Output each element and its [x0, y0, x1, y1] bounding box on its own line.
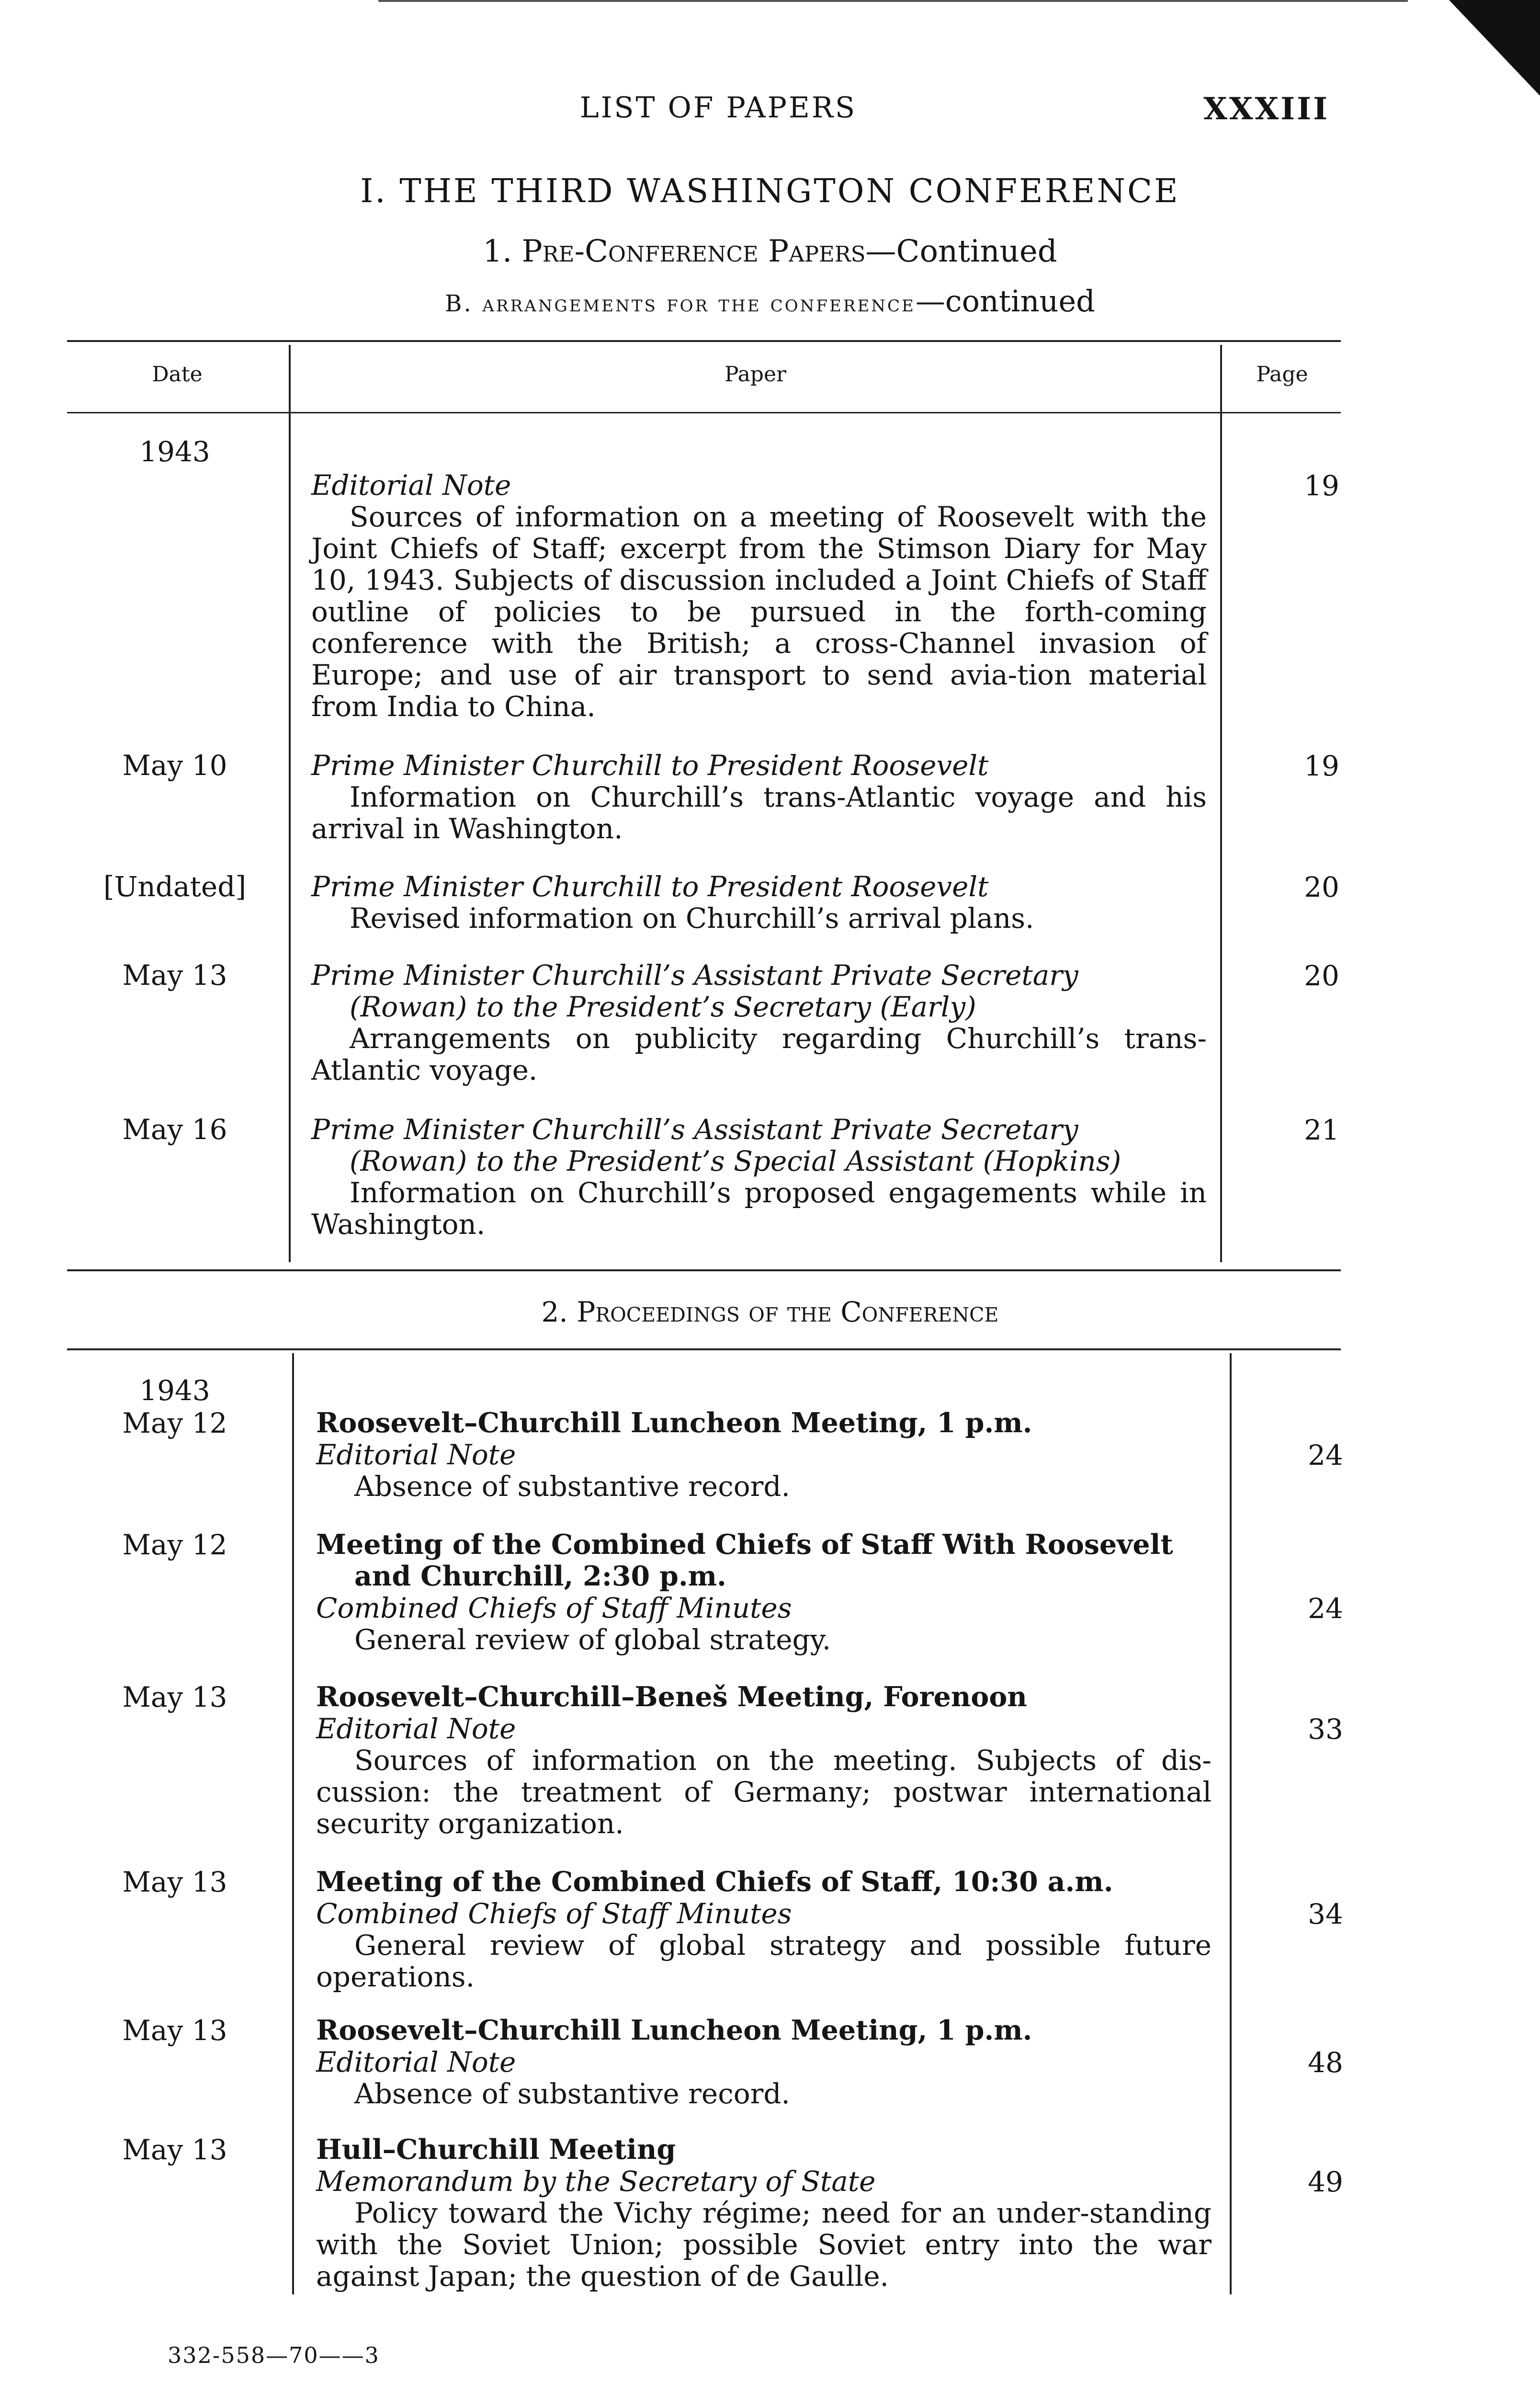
column-header-paper: Paper [724, 362, 787, 387]
paper-title: Prime Minister Churchill to President Roosevelt [311, 749, 989, 782]
page-number: 24 [1308, 1439, 1343, 1471]
record-type: Combined Chiefs of Staff Minutes [316, 1592, 792, 1624]
paper-description: Revised information on Churchill’s arrival plans. [350, 902, 1034, 935]
entry-date: May 10 [122, 749, 227, 782]
column-header-date: Date [152, 362, 203, 387]
page-number: 34 [1308, 1898, 1343, 1930]
page-number: 19 [1304, 750, 1339, 782]
list-item [316, 1407, 1212, 1502]
page-number: 19 [1304, 469, 1339, 502]
running-head [0, 91, 1540, 139]
record-type: Editorial Note [316, 2046, 516, 2078]
paper-title: Prime Minister Churchill’s Assistant Private Secretary [311, 959, 1078, 992]
running-title: LIST OF PAPERS [579, 91, 857, 125]
entry-date: May 13 [122, 2133, 227, 2166]
paper-title: Editorial Note [311, 469, 511, 502]
paper-title: Prime Minister Churchill to President Roosevelt [311, 870, 989, 903]
folio-number: XXXIII [1203, 91, 1329, 127]
year-label: 1943 [139, 1374, 210, 1407]
record-type: Combined Chiefs of Staff Minutes [316, 1897, 792, 1930]
column-divider [292, 1353, 294, 2294]
table-header-rule [67, 412, 1341, 413]
list-item [311, 871, 1207, 934]
proceedings-title: Proceedings of the Conference [577, 1296, 999, 1328]
page-number: 33 [1308, 1713, 1343, 1745]
entry-date: May 13 [122, 2014, 227, 2047]
entry-date: May 12 [122, 1528, 227, 1561]
column-header-page: Page [1256, 362, 1308, 387]
section-heading: 1. Pre-Conference Papers—Continued [483, 234, 1057, 269]
list-item [311, 1114, 1207, 1240]
paper-description: Sources of information on the meeting. Subjects of dis-cussion: the treatment of Germany; postwar international security organization. [316, 1744, 1212, 1840]
page-number: 20 [1304, 959, 1339, 992]
section-title: Pre-Conference Papers [521, 234, 866, 269]
entry-date: [Undated] [103, 870, 246, 903]
entry-date: May 16 [122, 1113, 227, 1146]
page-number: 24 [1308, 1592, 1343, 1625]
section-end-rule [67, 1269, 1341, 1271]
page-corner-mark [1449, 0, 1540, 96]
meeting-title: Hull–Churchill Meeting [316, 2133, 676, 2166]
record-type: Editorial Note [316, 1712, 516, 1745]
print-code: 332-558—70——3 [168, 2342, 380, 2368]
subsection-heading: B. arrangements for the conference—continued [445, 284, 1095, 319]
column-divider [289, 345, 291, 1262]
column-divider [1230, 1353, 1232, 2294]
entry-date: May 13 [122, 1681, 227, 1713]
meeting-title: Meeting of the Combined Chiefs of Staff, 10:30 a.m. [316, 1866, 1113, 1898]
page-number: 48 [1308, 2046, 1343, 2079]
paper-description: Information on Churchill’s trans-Atlantic voyage and his arrival in Washington. [311, 781, 1207, 845]
proceedings-heading: 2. Proceedings of the Conference [541, 1296, 999, 1328]
entry-date: May 13 [122, 1866, 227, 1898]
record-type: Memorandum by the Secretary of State [316, 2165, 876, 2198]
page-number: 21 [1304, 1114, 1339, 1146]
list-item [316, 1866, 1212, 1993]
paper-description: Arrangements on publicity regarding Churchill’s trans-Atlantic voyage. [311, 1022, 1207, 1086]
part-heading: I. THE THIRD WASHINGTON CONFERENCE [360, 172, 1180, 210]
list-item [311, 959, 1207, 1086]
page-number: 49 [1308, 2166, 1343, 2198]
paper-description: General review of global strategy. [354, 1623, 831, 1656]
column-divider [1220, 345, 1222, 1262]
list-item [316, 2134, 1212, 2292]
meeting-title: Roosevelt–Churchill–Beneš Meeting, Forenoon [316, 1681, 1027, 1713]
proceedings-rule [67, 1348, 1341, 1350]
entry-date: May 12 [122, 1407, 227, 1439]
top-edge-line [378, 0, 1408, 2]
table-top-rule [67, 340, 1341, 342]
meeting-title: Roosevelt–Churchill Luncheon Meeting, 1 p.m. [316, 2014, 1032, 2046]
paper-description: Absence of substantive record. [354, 1470, 790, 1503]
list-item [311, 750, 1207, 844]
entry-date: May 13 [122, 959, 227, 992]
list-item [316, 1529, 1212, 1655]
record-type: Editorial Note [316, 1438, 516, 1471]
paper-description: Absence of substantive record. [354, 2077, 790, 2110]
list-item [316, 1681, 1212, 1839]
list-item [311, 469, 1207, 722]
page-number: 20 [1304, 871, 1339, 903]
meeting-title: Roosevelt–Churchill Luncheon Meeting, 1 p.m. [316, 1407, 1032, 1439]
year-label: 1943 [139, 435, 210, 468]
paper-title-continued: (Rowan) to the President’s Secretary (Early) [350, 991, 976, 1023]
paper-description: General review of global strategy and possible future operations. [316, 1929, 1212, 1993]
subsection-title: arrangements for the conference [482, 290, 916, 317]
paper-title: Prime Minister Churchill’s Assistant Private Secretary [311, 1113, 1078, 1146]
paper-description: Sources of information on a meeting of Roosevelt with the Joint Chiefs of Staff; excerpt from the Stimson Diary for May 10, 1943. Subjects of discussion included a Joint Chiefs of Staff outline of policies to be pursued in the forth-coming conference with the British; a cross-Channel invasion of Europe; and use of air transport to send avia-tion material from India to China. [311, 501, 1207, 723]
meeting-title-continued: and Churchill, 2:30 p.m. [354, 1560, 726, 1592]
paper-description: Information on Churchill’s proposed engagements while in Washington. [311, 1176, 1207, 1241]
meeting-title: Meeting of the Combined Chiefs of Staff With Roosevelt [316, 1528, 1173, 1561]
paper-title-continued: (Rowan) to the President’s Special Assistant (Hopkins) [350, 1145, 1121, 1177]
paper-description: Policy toward the Vichy régime; need for an under-standing with the Soviet Union; possible Soviet entry into the war against Japan; the question of de Gaulle. [316, 2197, 1212, 2292]
list-item [316, 2015, 1212, 2110]
